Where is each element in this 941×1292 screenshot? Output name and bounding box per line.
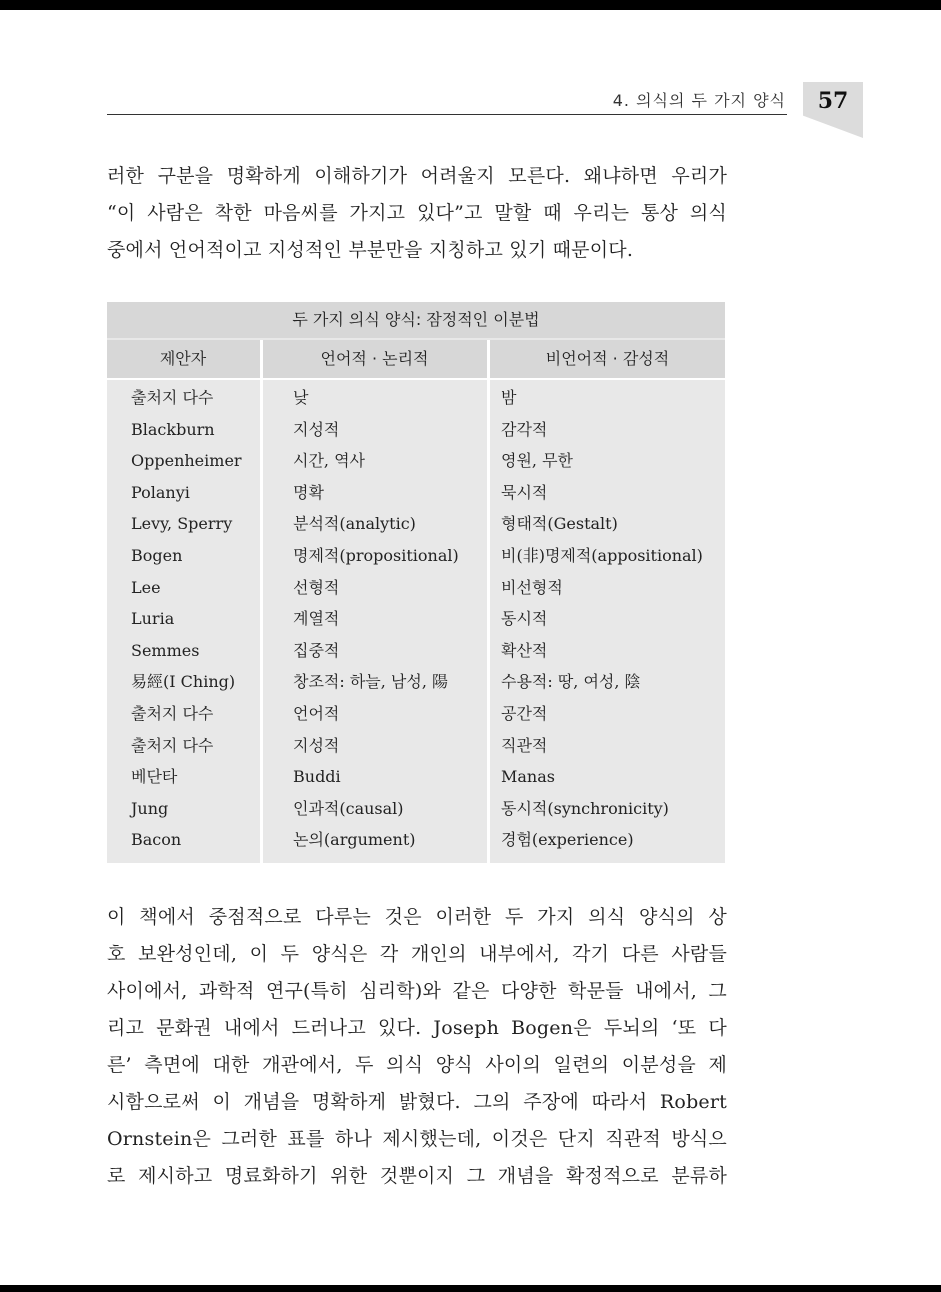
page-number: 57 xyxy=(817,88,849,114)
table-row xyxy=(107,793,725,825)
table-row xyxy=(107,445,725,477)
cell-proposer: 易經(I Ching) xyxy=(131,672,236,692)
cell-nonverbal: 비(非)명제적(appositional) xyxy=(501,545,703,565)
cell-nonverbal: 확산적 xyxy=(501,640,548,660)
cell-nonverbal: 밤 xyxy=(501,388,517,407)
cell-verbal: 낮 xyxy=(293,388,309,407)
cell-nonverbal: 경험(experience) xyxy=(501,830,634,850)
cell-nonverbal: 동시적 xyxy=(501,609,548,629)
cell-verbal: 지성적 xyxy=(293,419,340,439)
cell-verbal: 명확 xyxy=(293,482,324,502)
table-row xyxy=(107,635,725,667)
cell-proposer: 출처지 다수 xyxy=(131,735,214,755)
cell-verbal: 시간, 역사 xyxy=(293,451,365,471)
cell-verbal: 계열적 xyxy=(293,609,340,629)
running-head: 4. 의식의 두 가지 양식 xyxy=(612,91,786,110)
text-line: “이 사람은 착한 마음씨를 가지고 있다”고 말할 때 우리는 통상 의식 xyxy=(107,202,727,224)
table-row xyxy=(107,761,725,793)
cell-nonverbal: 수용적: 땅, 여성, 陰 xyxy=(501,672,641,692)
table-row xyxy=(107,540,725,572)
text-line: 중에서 언어적이고 지성적인 부분만을 지칭하고 있기 때문이다. xyxy=(107,239,634,261)
header-divider xyxy=(107,378,725,380)
cell-verbal: 논의(argument) xyxy=(293,830,416,850)
cell-verbal: 집중적 xyxy=(293,640,340,660)
cell-verbal: 명제적(propositional) xyxy=(293,545,459,565)
cell-proposer: Bacon xyxy=(131,830,182,850)
bottom-border xyxy=(0,1285,941,1292)
cell-verbal: 창조적: 하늘, 남성, 陽 xyxy=(293,672,449,692)
table-body xyxy=(107,382,725,856)
cell-verbal: Buddi xyxy=(293,767,341,787)
header-rule xyxy=(107,114,787,115)
cell-proposer: Polanyi xyxy=(131,482,190,502)
cell-proposer: Bogen xyxy=(131,545,183,565)
cell-nonverbal: 묵시적 xyxy=(501,482,548,502)
cell-nonverbal: 동시적(synchronicity) xyxy=(501,798,669,818)
table-row xyxy=(107,603,725,635)
cell-nonverbal: 비선형적 xyxy=(501,577,563,597)
text-line: 로 제시하고 명료화하기 위한 것뿐이지 그 개념을 확정적으로 분류하 xyxy=(107,1165,727,1187)
column-header-proposer: 제안자 xyxy=(159,349,207,368)
text-line: 리고 문화권 내에서 드러나고 있다. Joseph Bogen은 두뇌의 ‘또 다 xyxy=(107,1017,727,1039)
cell-proposer: Oppenheimer xyxy=(131,451,242,471)
text-line: 러한 구분을 명확하게 이해하기가 어려울지 모른다. 왜냐하면 우리가 xyxy=(107,165,727,187)
cell-proposer: Lee xyxy=(131,577,161,597)
cell-proposer: 출처지 다수 xyxy=(131,703,214,723)
text-line: 시함으로써 이 개념을 명확하게 밝혔다. 그의 주장에 따라서 Robert xyxy=(107,1091,727,1113)
table-row xyxy=(107,698,725,730)
table-row xyxy=(107,572,725,604)
cell-verbal: 언어적 xyxy=(293,703,340,723)
cell-nonverbal: 형태적(Gestalt) xyxy=(501,514,618,534)
paragraph-2 xyxy=(107,899,727,1195)
table-header-row xyxy=(107,340,725,378)
cell-nonverbal: 감각적 xyxy=(501,419,548,439)
text-line: 이 책에서 중점적으로 다루는 것은 이러한 두 가지 의식 양식의 상 xyxy=(107,906,727,928)
table-row xyxy=(107,414,725,446)
cell-proposer: Semmes xyxy=(131,640,200,660)
cell-proposer: 베단타 xyxy=(131,767,178,787)
table-row xyxy=(107,382,725,414)
top-border xyxy=(0,0,941,10)
cell-proposer: Blackburn xyxy=(131,419,215,439)
cell-proposer: Luria xyxy=(131,609,175,629)
text-line: Ornstein은 그러한 표를 하나 제시했는데, 이것은 단지 직관적 방식으 xyxy=(107,1128,727,1150)
cell-proposer: Jung xyxy=(131,798,169,818)
cell-verbal: 지성적 xyxy=(293,735,340,755)
cell-proposer: 출처지 다수 xyxy=(131,388,214,407)
table-row xyxy=(107,508,725,540)
table-row xyxy=(107,666,725,698)
text-line: 사이에서, 과학적 연구(특히 심리학)와 같은 다양한 학문들 내에서, 그 xyxy=(107,980,727,1002)
table-title: 두 가지 의식 양식: 잠정적인 이분법 xyxy=(107,302,725,338)
cell-nonverbal: Manas xyxy=(501,767,555,787)
text-line: 른’ 측면에 대한 개관에서, 두 의식 양식 사이의 일련의 이분성을 제 xyxy=(107,1054,727,1076)
cell-verbal: 인과적(causal) xyxy=(293,798,404,818)
cell-nonverbal: 공간적 xyxy=(501,703,548,723)
text-line: 호 보완성인데, 이 두 양식은 각 개인의 내부에서, 각기 다른 사람들 xyxy=(107,943,727,965)
cell-verbal: 분석적(analytic) xyxy=(293,514,416,534)
table-row xyxy=(107,824,725,856)
paragraph-1 xyxy=(107,158,727,269)
cell-nonverbal: 직관적 xyxy=(501,735,548,755)
column-header-nonverbal: 비언어적 · 감성적 xyxy=(545,349,670,368)
table-row xyxy=(107,477,725,509)
table-row xyxy=(107,730,725,762)
dichotomy-table xyxy=(107,302,725,863)
cell-verbal: 선형적 xyxy=(293,577,340,597)
cell-nonverbal: 영원, 무한 xyxy=(501,451,573,471)
cell-proposer: Levy, Sperry xyxy=(131,514,233,534)
column-header-verbal: 언어적 · 논리적 xyxy=(320,349,429,368)
